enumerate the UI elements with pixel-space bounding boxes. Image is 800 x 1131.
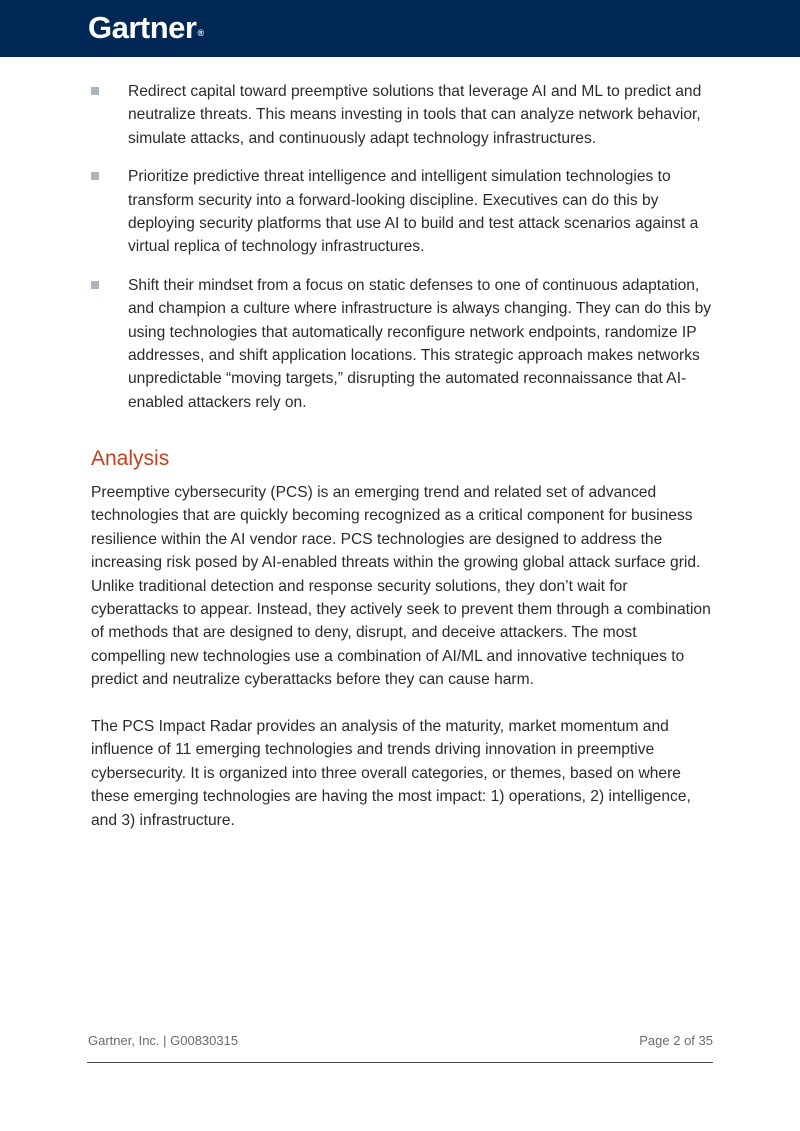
list-item-text: Shift their mindset from a focus on static defenses to one of continuous adaptation, and champion a culture where infrastructure is always changing. They can do this by using technologies that automatically reconfigure network endpoints, randomize IP addresses, and shift application locations. This strategic approach makes networks unpredictable “moving targets,” disrupting the automated reconnaissance that AI-enabled attackers rely on. <box>128 276 712 411</box>
list-item <box>91 165 713 259</box>
list-item <box>91 274 713 414</box>
section-heading-analysis: Analysis <box>91 447 170 470</box>
analysis-paragraph: The PCS Impact Radar provides an analysis of the maturity, market momentum and influence of 11 emerging technologies and trends driving innovation in preemptive cybersecurity. It is organized into three overall categories, or themes, based on where these emerging technologies are having the most impact: 1) operations, 2) intelligence, and 3) infrastructure. <box>91 718 691 829</box>
analysis-paragraph: Preemptive cybersecurity (PCS) is an emerging trend and related set of advanced technologies that are quickly becoming recognized as a critical component for business resilience within the AI vendor race. PCS technologies are designed to address the increasing risk posed by AI-enabled threats within the growing global attack surface grid. Unlike traditional detection and response security solutions, they don’t wait for cyberattacks to appear. Instead, they actively seek to prevent them through a combination of methods that are designed to deny, disrupt, and deceive attackers. The most compelling new technologies use a combination of AI/ML and innovative techniques to predict and neutralize cyberattacks before they can cause harm. <box>91 484 711 689</box>
footer-page-number: Page 2 of 35 <box>639 1033 713 1048</box>
logo-registered-mark: ® <box>197 28 204 38</box>
square-bullet-icon <box>91 281 99 289</box>
square-bullet-icon <box>91 87 99 95</box>
footer-document-id: Gartner, Inc. | G00830315 <box>88 1033 239 1048</box>
footer-divider <box>87 1062 713 1063</box>
list-item <box>91 80 713 150</box>
list-item-text: Prioritize predictive threat intelligence and intelligent simulation technologies to transform security into a forward-looking discipline. Executives can do this by deploying security platforms that use AI to build and test attack scenarios against a virtual replica of technology infrastructures. <box>128 168 699 256</box>
recommendation-list <box>91 80 713 429</box>
square-bullet-icon <box>91 172 99 180</box>
header-band <box>0 0 800 57</box>
list-item-text: Redirect capital toward preemptive solutions that leverage AI and ML to predict and neutralize threats. This means investing in tools that can analyze network behavior, simulate attacks, and continuously adapt technology infrastructures. <box>128 83 702 147</box>
gartner-logo <box>88 8 204 53</box>
logo-text: Gartner <box>88 10 197 45</box>
